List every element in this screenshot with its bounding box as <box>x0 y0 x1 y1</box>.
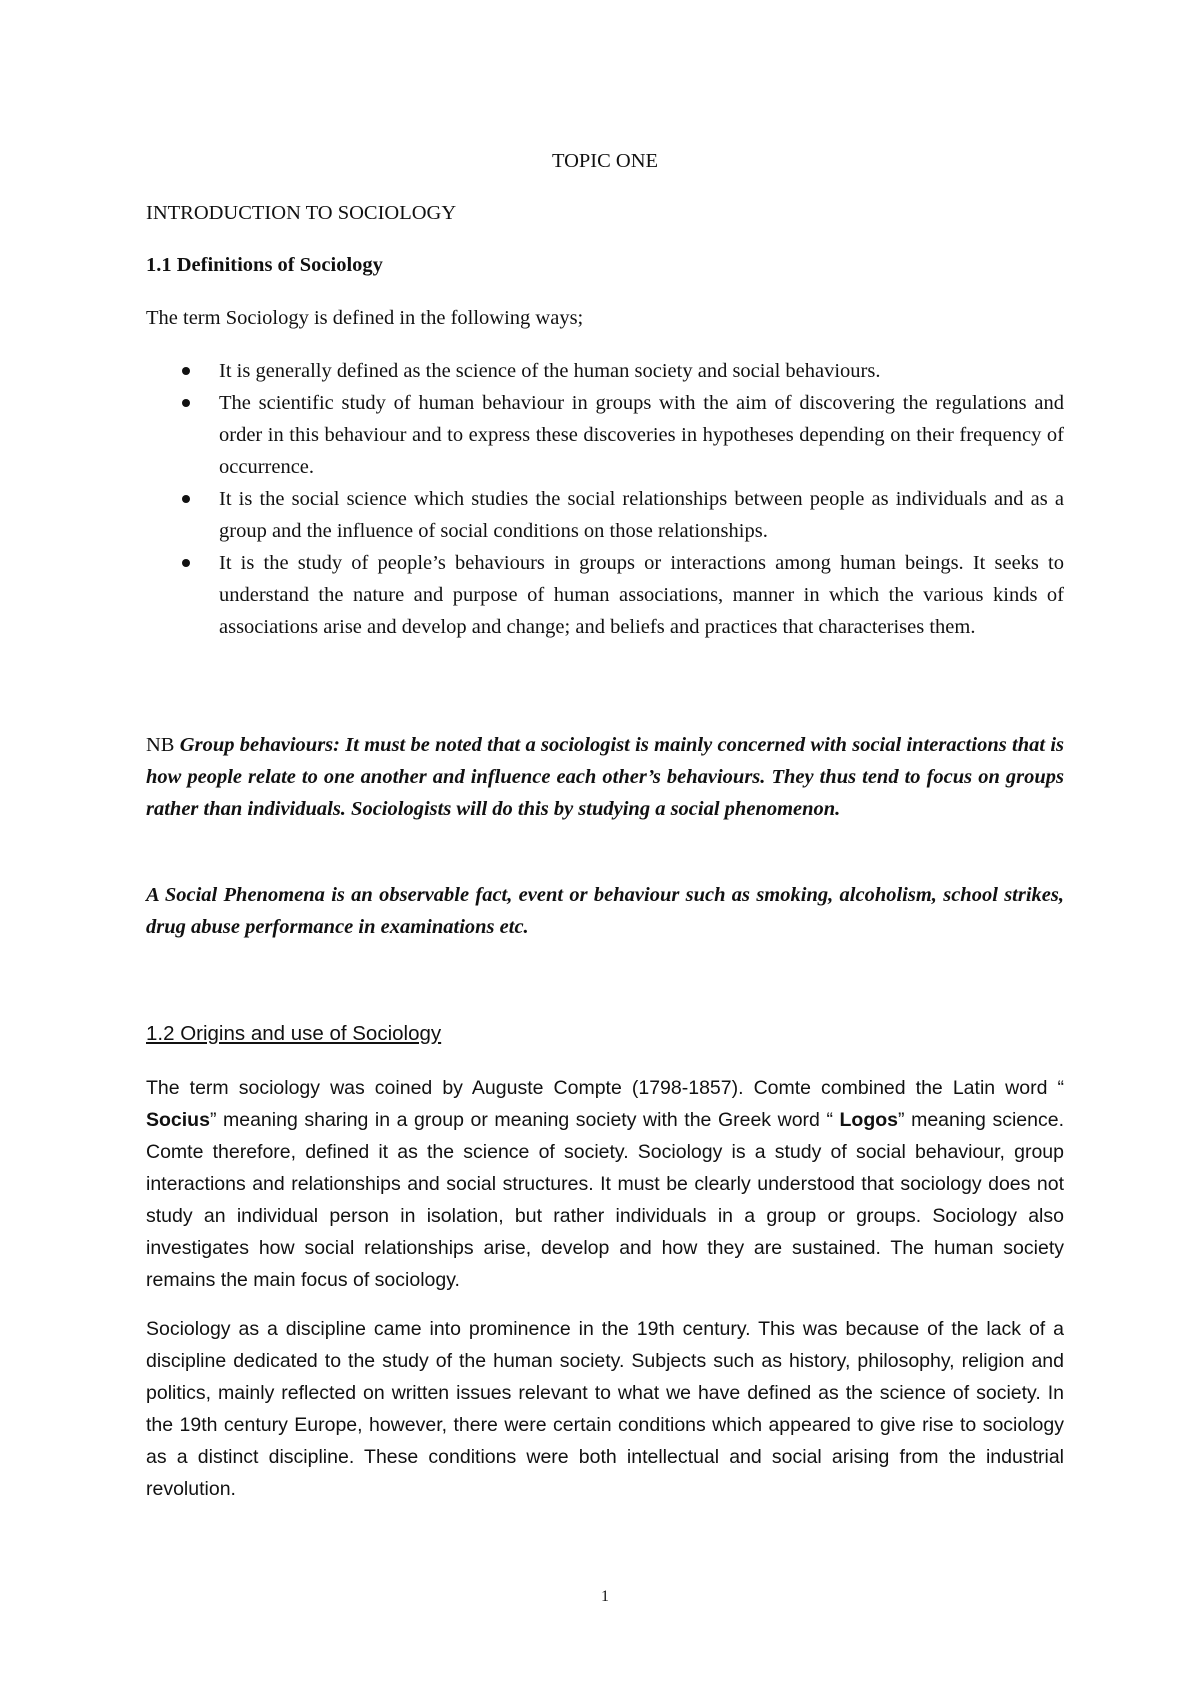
origins-text-part2: ” meaning sharing in a group or meaning society with the Greek word “ <box>209 1109 840 1131</box>
bullet-icon <box>182 367 190 375</box>
note-paragraph <box>146 729 1064 825</box>
origins-paragraph-1 <box>146 1072 1064 1296</box>
definitions-intro: The term Sociology is defined in the following ways; <box>146 307 584 329</box>
list-item <box>146 483 1064 547</box>
term-socius: Socius <box>146 1109 210 1131</box>
list-item-text: It is the social science which studies the social relationships between people as individuals and as a group and the influence of social conditions on those relationships. <box>219 488 1064 542</box>
section-heading-origins: 1.2 Origins and use of Sociology <box>146 1022 442 1045</box>
origins-text-part1: The term sociology was coined by Auguste Compte (1798-1857). Comte combined the Latin word “ <box>146 1077 1064 1099</box>
bullet-icon <box>182 399 190 407</box>
list-item <box>146 387 1064 483</box>
list-item-text: The scientific study of human behaviour in groups with the aim of discovering the regulations and order in this behaviour and to express these discoveries in hypotheses depending on their frequency of occurrence. <box>219 392 1064 478</box>
chapter-title: INTRODUCTION TO SOCIOLOGY <box>146 202 457 224</box>
term-logos: Logos <box>839 1109 899 1131</box>
list-item <box>146 355 1064 387</box>
list-item <box>146 547 1064 643</box>
note-prefix: NB <box>146 734 180 756</box>
topic-title: TOPIC ONE <box>551 150 659 172</box>
definitions-list <box>146 355 1064 643</box>
origins-text-part3: ” meaning science. Comte therefore, defined it as the science of society. Sociology is a study of social behaviour, group interactions and relationships and social structures. It must be clearly understood that sociology does not study an individual person in isolation, but rather individuals in a group or groups. Sociology also investigates how social relationships arise, develop and how they are sustained. The human society remains the main focus of sociology. <box>146 1109 1064 1291</box>
list-item-text: It is the study of people’s behaviours in groups or interactions among human beings. It seeks to understand the nature and purpose of human associations, manner in which the various kinds of associations arise and develop and change; and beliefs and practices that characterises them. <box>219 552 1064 638</box>
note-text: Group behaviours: It must be noted that a sociologist is mainly concerned with social interactions that is how people relate to one another and influence each other’s behaviours. They thus tend to focus on groups rather than individuals. Sociologists will do this by studying a social phenomenon. <box>146 734 1064 820</box>
list-item-text: It is generally defined as the science of the human society and social behaviours. <box>219 360 881 382</box>
bullet-icon <box>182 495 190 503</box>
social-phenomena-paragraph: A Social Phenomena is an observable fact, event or behaviour such as smoking, alcoholism, school strikes, drug abuse performance in examinations etc. <box>146 884 1064 938</box>
page-number: 1 <box>601 1588 609 1605</box>
section-heading-definitions: 1.1 Definitions of Sociology <box>146 254 383 276</box>
bullet-icon <box>182 559 190 567</box>
origins-paragraph-2: Sociology as a discipline came into prominence in the 19th century. This was because of the lack of a discipline dedicated to the study of the human society. Subjects such as history, philosophy, religion and politics, mainly reflected on written issues relevant to what we have defined as the science of society. In the 19th century Europe, however, there were certain conditions which appeared to give rise to sociology as a distinct discipline. These conditions were both intellectual and social arising from the industrial revolution. <box>146 1318 1064 1500</box>
